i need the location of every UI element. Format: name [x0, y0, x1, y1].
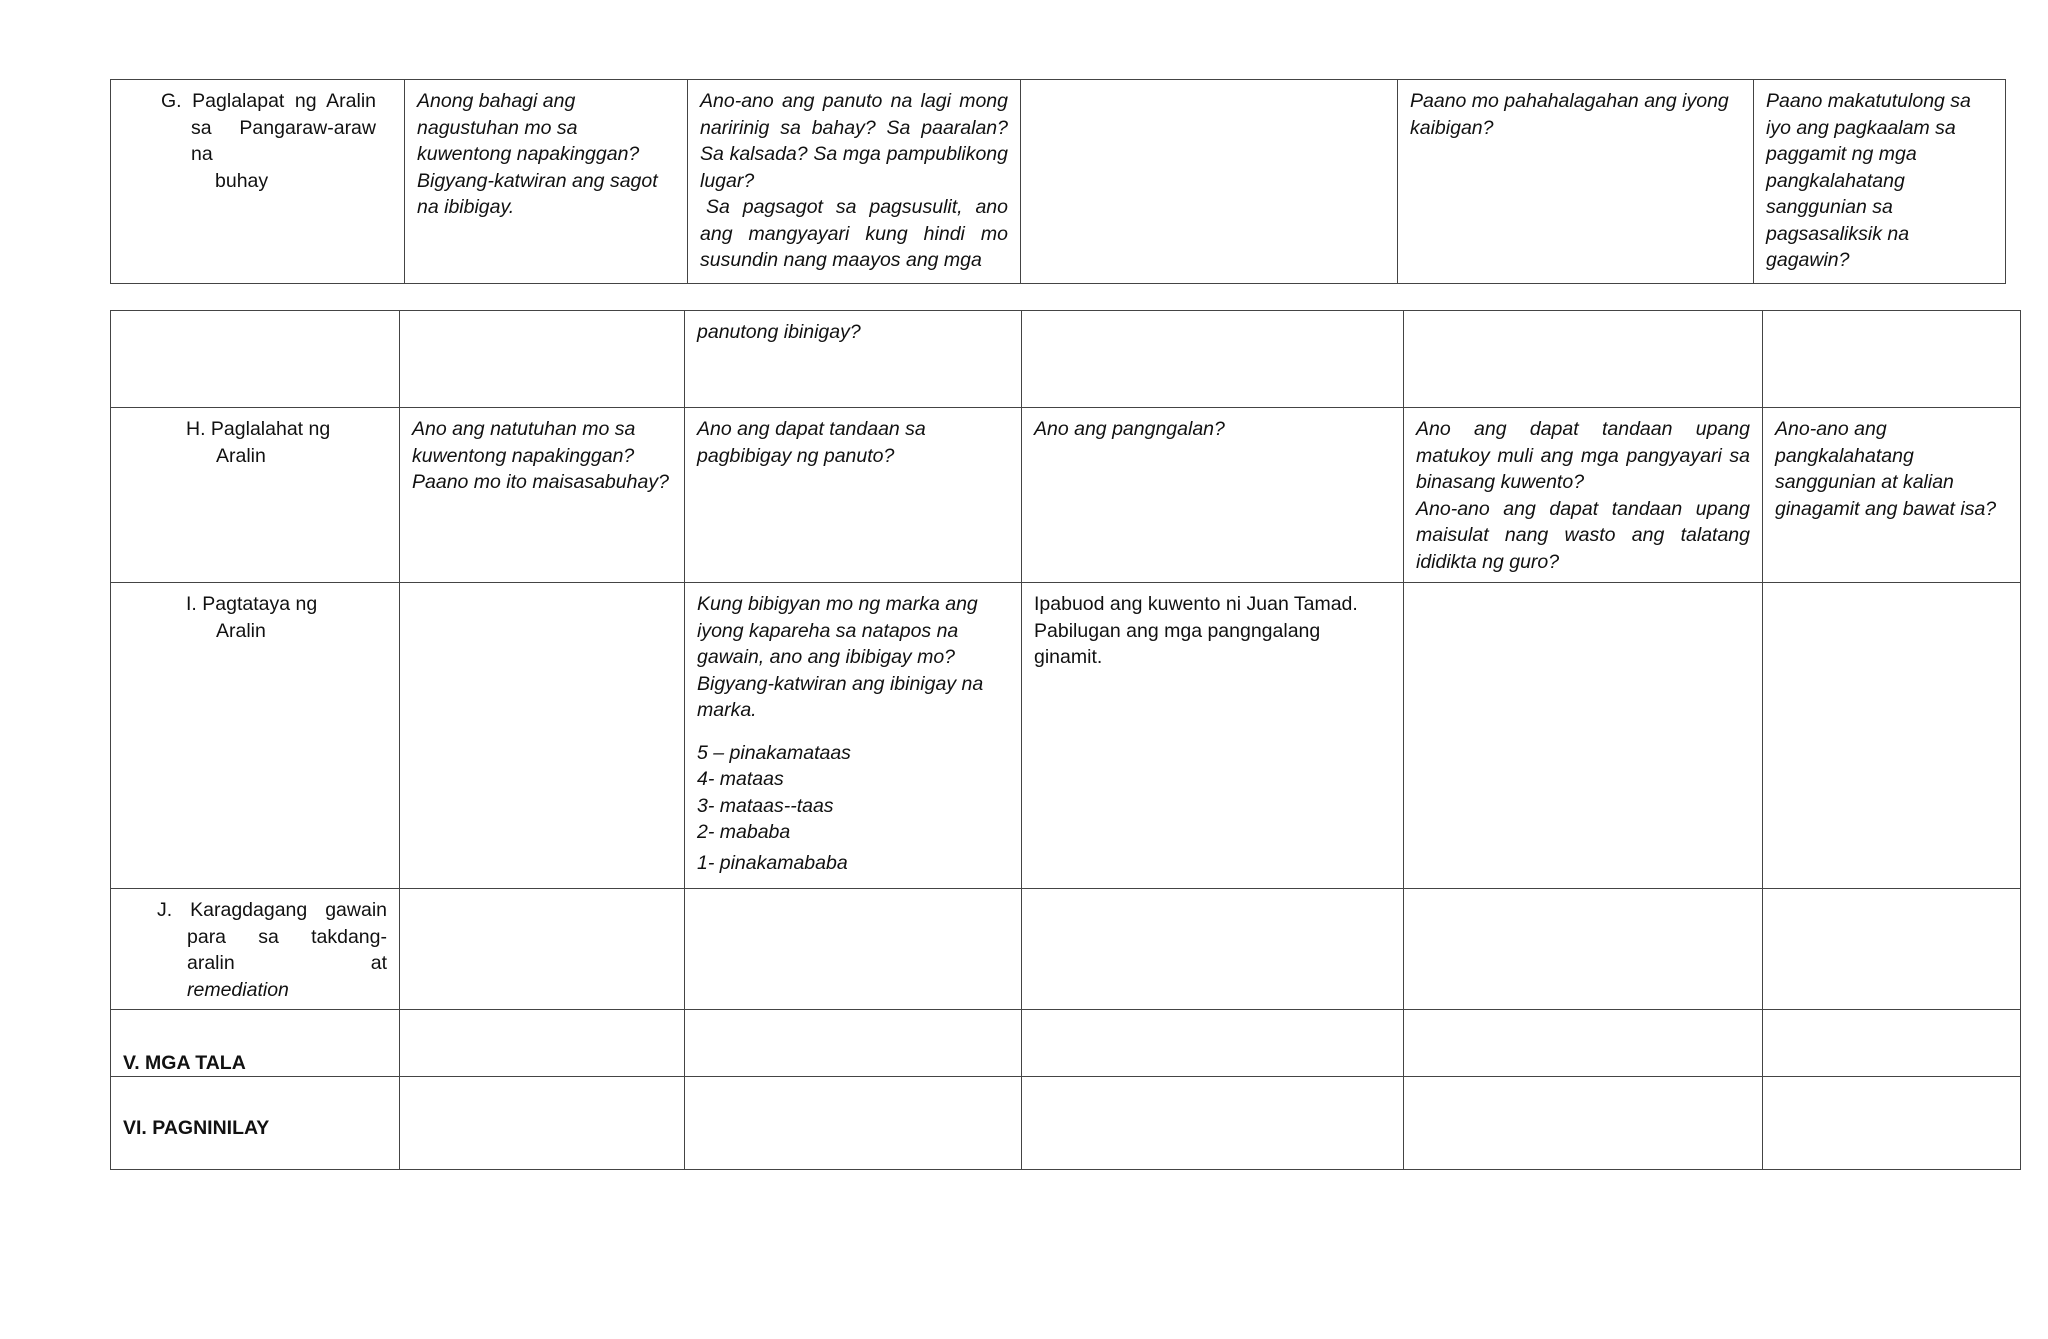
row-vi-col5	[1404, 1077, 1763, 1170]
row-j-col6	[1763, 889, 2021, 1010]
row-v-col2	[400, 1010, 685, 1077]
row-j-col5	[1404, 889, 1763, 1010]
row-j-col2	[400, 889, 685, 1010]
row-v-col5	[1404, 1010, 1763, 1077]
row-cont-col5	[1404, 311, 1763, 408]
row-vi-col4	[1022, 1077, 1404, 1170]
row-j-label-line3	[157, 950, 387, 977]
row-g-col3-text: Ano-ano ang panuto na lagi mong naririnig sa bahay? Sa paaralan? Sa kalsada? Sa mga pampublikong lugar?	[700, 90, 1008, 192]
row-i-col6	[1763, 583, 2021, 889]
row-i-col4: Ipabuod ang kuwento ni Juan Tamad. Pabilugan ang mga pangngalang ginamit.	[1022, 583, 1404, 889]
row-i-col3-text: Kung bibigyan mo ng marka ang iyong kapareha sa natapos na gawain, ano ang ibibigay mo?Bigyang-katwiran ang ibinigay na marka.	[697, 593, 984, 721]
row-j-col3	[685, 889, 1022, 1010]
row-i-label	[111, 583, 400, 889]
row-i-label-line1: I. Pagtataya ng	[186, 593, 318, 615]
row-j-label-line4: remediation	[187, 978, 289, 1001]
row-vi-label: VI. PAGNINILAY	[111, 1077, 400, 1170]
row-i-col2	[400, 583, 685, 889]
row-g-label-line2: sa Pangaraw-araw	[191, 116, 376, 139]
rating-scale-item: 3- mataas--taas	[697, 794, 834, 817]
row-vi-col6	[1763, 1077, 2021, 1170]
row-j-karagdagang-gawain	[111, 889, 2021, 1010]
row-g-label-line4: buhay	[215, 169, 269, 192]
row-j-label	[111, 889, 400, 1010]
row-g-label	[111, 80, 405, 284]
row-v-col4	[1022, 1010, 1404, 1077]
row-j-col4	[1022, 889, 1404, 1010]
row-i-col5	[1404, 583, 1763, 889]
row-g-col2: Anong bahagi ang nagustuhan mo sa kuwentong napakinggan? Bigyang-katwiran ang sagot na ibibigay.	[405, 80, 688, 284]
row-i-pagtataya	[111, 583, 2021, 889]
row-h-col5-text-a: Ano ang dapat tandaan upang matukoy muli ang mga pangyayari sa binasang kuwento?	[1416, 418, 1750, 493]
row-h-col4: Ano ang pangngalan?	[1022, 408, 1404, 583]
row-h-col5-text-b: Ano-ano ang dapat tandaan upang maisulat nang wasto ang talatang ididikta ng guro?	[1416, 497, 1750, 573]
row-h-col6: Ano-ano ang pangkalahatang sanggunian at kalian ginagamit ang bawat isa?	[1763, 408, 2021, 583]
rating-scale-item: 1- pinakamababa	[697, 851, 848, 874]
row-j-label-line3a: aralin	[187, 952, 235, 974]
row-cont-col6	[1763, 311, 2021, 408]
row-v-label: V. MGA TALA	[111, 1010, 400, 1077]
rating-scale-item: 4- mataas	[697, 768, 784, 790]
row-v-col3	[685, 1010, 1022, 1077]
row-cont-col3: panutong ibinigay?	[685, 311, 1022, 408]
lesson-plan-table-bottom	[110, 310, 2021, 1170]
row-h-col2: Ano ang natutuhan mo sa kuwentong napakinggan? Paano mo ito maisasabuhay?	[400, 408, 685, 583]
lesson-plan-table-top	[110, 79, 2006, 284]
row-g-col5: Paano mo pahahalagahan ang iyong kaibigan?	[1398, 80, 1754, 284]
row-vi-col2	[400, 1077, 685, 1170]
row-cont-col1	[111, 311, 400, 408]
row-g-paglalapat	[111, 80, 2006, 284]
row-continuation	[111, 311, 2021, 408]
row-cont-col2	[400, 311, 685, 408]
row-g-col4	[1021, 80, 1398, 284]
row-g-col6: Paano makatutulong sa iyo ang pagkaalam sa paggamit ng mga pangkalahatang sanggunian sa pagsasaliksik na gagawin?	[1754, 80, 2006, 284]
row-h-label	[111, 408, 400, 583]
row-cont-col4	[1022, 311, 1404, 408]
row-h-label-line2: Aralin	[216, 444, 266, 467]
row-i-col3	[685, 583, 1022, 889]
row-g-label-line1: G. Paglalapat ng Aralin	[161, 90, 376, 112]
rating-scale-item: 2- mababa	[697, 821, 791, 843]
row-v-col6	[1763, 1010, 2021, 1077]
rating-scale	[697, 740, 1009, 877]
row-j-label-line3b: at	[370, 952, 387, 974]
row-h-col5	[1404, 408, 1763, 583]
row-g-col3-text-b: Sa pagsagot sa pagsusulit, ano ang mangyayari kung hindi mo susundin nang maayos ang mga	[700, 196, 1008, 271]
rating-scale-item: 5 – pinakamataas	[697, 741, 851, 764]
row-vi-pagninilay	[111, 1077, 2021, 1170]
row-g-label-line3: na	[191, 143, 213, 165]
row-j-label-line2: para sa takdang-	[187, 925, 387, 948]
row-h-col3: Ano ang dapat tandaan sa pagbibigay ng panuto?	[685, 408, 1022, 583]
row-v-mga-tala	[111, 1010, 2021, 1077]
row-vi-col3	[685, 1077, 1022, 1170]
row-h-paglalahat	[111, 408, 2021, 583]
row-h-label-line1: H. Paglalahat ng	[186, 418, 331, 440]
row-j-label-line1: J. Karagdagang gawain	[157, 899, 387, 921]
row-g-col3	[688, 80, 1021, 284]
row-i-label-line2: Aralin	[216, 619, 266, 642]
